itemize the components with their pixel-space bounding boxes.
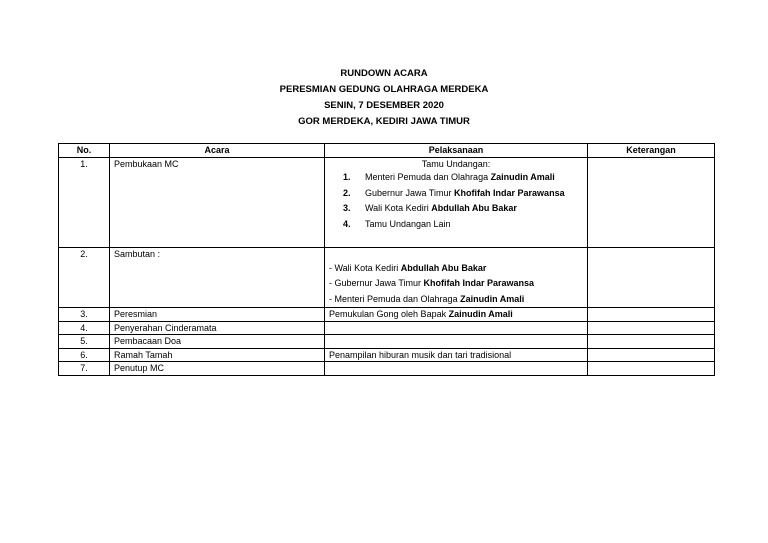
row-pelaksanaan: Penampilan hiburan musik dan tari tradisional	[325, 348, 588, 362]
row-acara: Sambutan :	[110, 247, 325, 308]
row-keterangan	[588, 335, 715, 349]
row-pelaksanaan	[325, 157, 588, 247]
row-keterangan	[588, 321, 715, 335]
row-pelaksanaan	[325, 335, 588, 349]
table-row	[59, 157, 715, 247]
row-keterangan	[588, 348, 715, 362]
header-no: No.	[59, 144, 110, 158]
list-item: 3. Wali Kota Kediri Abdullah Abu Bakar	[343, 203, 517, 213]
table-row	[59, 321, 715, 335]
header-keterangan: Keterangan	[588, 144, 715, 158]
row-keterangan	[588, 308, 715, 322]
list-item: - Wali Kota Kediri Abdullah Abu Bakar	[329, 262, 487, 273]
table-header-row	[59, 144, 715, 158]
speaker-list	[329, 248, 583, 308]
row-number: 7.	[59, 362, 110, 376]
document-heading	[0, 66, 768, 130]
list-item: - Gubernur Jawa Timur Khofifah Indar Parawansa	[329, 278, 535, 288]
row-number: 6.	[59, 348, 110, 362]
heading-date: SENIN, 7 DESEMBER 2020	[324, 100, 444, 111]
row-acara: Pembukaan MC	[110, 157, 325, 247]
heading-event: PERESMIAN GEDUNG OLAHRAGA MERDEKA	[279, 84, 489, 95]
row-acara: Pembacaan Doa	[110, 335, 325, 349]
row-pelaksanaan	[325, 362, 588, 376]
row-keterangan	[588, 247, 715, 308]
table-row	[59, 335, 715, 349]
header-pelaksanaan: Pelaksanaan	[325, 144, 588, 158]
rundown-table	[58, 143, 715, 376]
list-item: 4. Tamu Undangan Lain	[343, 218, 451, 229]
row-pelaksanaan: Pemukulan Gong oleh Bapak Zainudin Amali	[325, 308, 588, 322]
row-number: 4.	[59, 321, 110, 335]
list-item: 1. Menteri Pemuda dan Olahraga Zainudin Amali	[343, 172, 555, 182]
table-row	[59, 362, 715, 376]
row-acara: Penutup MC	[110, 362, 325, 376]
heading-venue: GOR MERDEKA, KEDIRI JAWA TIMUR	[298, 116, 470, 127]
row-number: 2.	[59, 247, 110, 308]
row-pelaksanaan	[325, 321, 588, 335]
row-number: 5.	[59, 335, 110, 349]
row-acara: Penyerahan Cinderamata	[110, 321, 325, 335]
row-keterangan	[588, 362, 715, 376]
table-row	[59, 348, 715, 362]
header-acara: Acara	[110, 144, 325, 158]
row-number: 3.	[59, 308, 110, 322]
row-number: 1.	[59, 157, 110, 247]
row-pelaksanaan	[325, 247, 588, 308]
table-row	[59, 308, 715, 322]
table-row	[59, 247, 715, 308]
guest-title: Tamu Undangan:	[421, 158, 491, 169]
list-item: - Menteri Pemuda dan Olahraga Zainudin Amali	[329, 293, 525, 304]
guest-list	[329, 170, 583, 232]
row-acara: Peresmian	[110, 308, 325, 322]
heading-title: RUNDOWN ACARA	[340, 68, 428, 79]
row-keterangan	[588, 157, 715, 247]
list-item: 2. Gubernur Jawa Timur Khofifah Indar Parawansa	[343, 187, 565, 198]
row-acara: Ramah Tamah	[110, 348, 325, 362]
